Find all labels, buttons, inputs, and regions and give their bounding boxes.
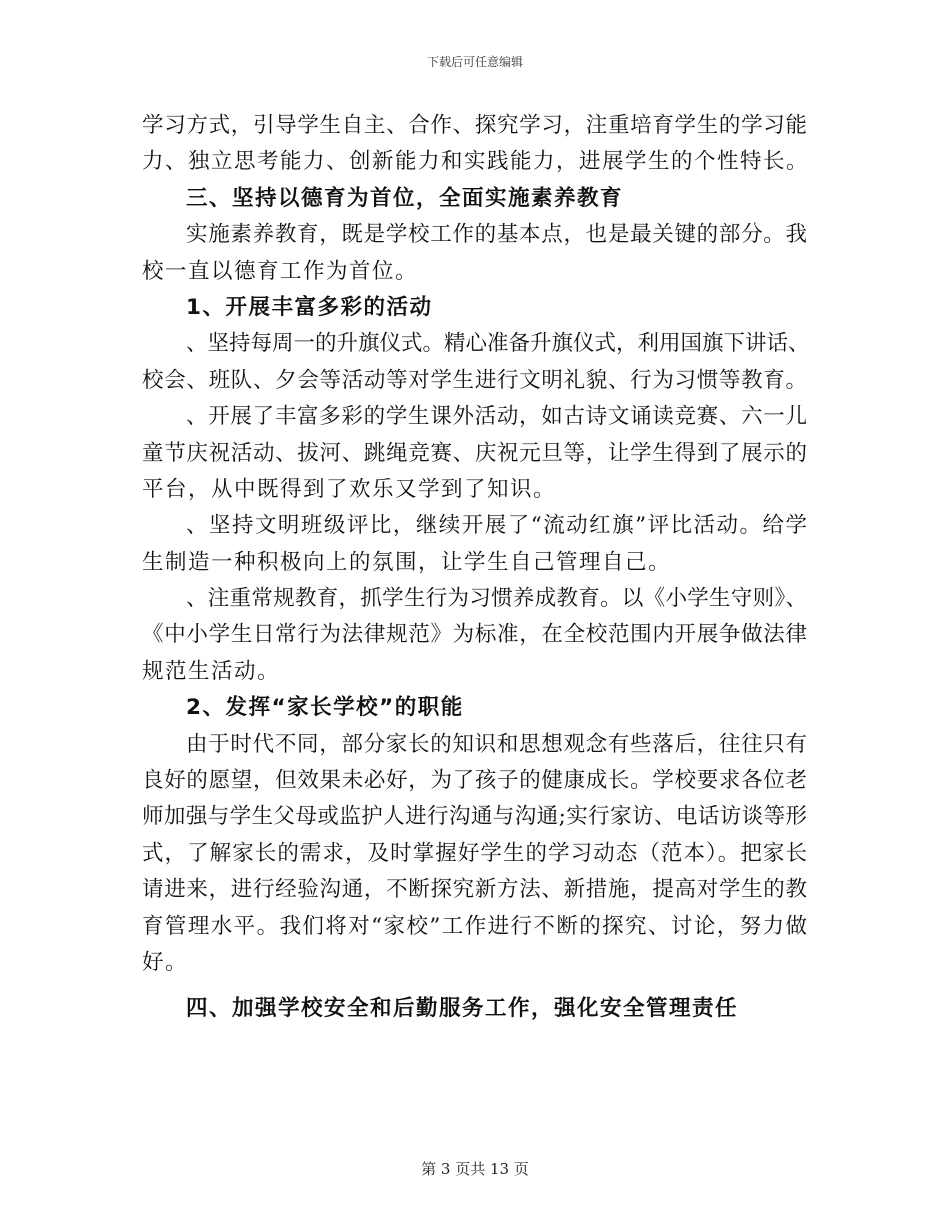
body-line: 好。	[142, 949, 189, 975]
body-line: 规范生活动。	[142, 658, 281, 684]
body-line: 校一直以德育工作为首位。	[142, 258, 419, 284]
body-line: 、开展了丰富多彩的学生课外活动，如古诗文诵读竞赛、六一儿	[186, 404, 807, 430]
body-line: 《中小学生日常行为法律规范》为标准，在全校范围内开展争做法律	[142, 622, 807, 648]
body-line: 式，了解家长的需求，及时掌握好学生的学习动态（范本）。把家长	[142, 840, 807, 866]
body-line: 育管理水平。我们将对“家校”工作进行不断的探究、讨论，努力做	[142, 913, 807, 939]
body-line: 实施素养教育，既是学校工作的基本点，也是最关键的部分。我	[186, 222, 807, 248]
body-line: 、坚持每周一的升旗仪式。精心准备升旗仪式，利用国旗下讲话、	[186, 331, 810, 357]
page-header: 下载后可任意编辑	[426, 55, 523, 69]
body-line: 请进来，进行经验沟通，不断探究新方法、新措施，提高对学生的教	[142, 877, 807, 903]
body-line: 师加强与学生父母或监护人进行沟通与沟通;实行家访、电话访谈等形	[142, 804, 807, 830]
body-line: 、坚持文明班级评比，继续开展了“流动红旗”评比活动。给学	[186, 513, 807, 539]
paragraph-gap	[142, 981, 807, 991]
subsection-heading: 2、发挥“家长学校”的职能	[186, 695, 464, 721]
section-heading: 三、坚持以德育为首位，全面实施素养教育	[186, 185, 624, 211]
body-line: 力、独立思考能力、创新能力和实践能力，进展学生的个性特长。	[142, 149, 810, 175]
body-line: 、注重常规教育，抓学生行为习惯养成教育。以《小学生守则》、	[186, 586, 807, 612]
page-footer: 第 3 页共 13 页	[421, 1160, 529, 1178]
body-line: 学习方式，引导学生自主、合作、探究学习，注重培育学生的学习能	[142, 113, 807, 138]
body-line: 平台，从中既得到了欢乐又学到了知识。	[142, 476, 557, 502]
body-line: 生制造一种积极向上的氛围，让学生自己管理自己。	[142, 549, 672, 575]
body-line: 良好的愿望，但效果未必好，为了孩子的健康成长。学校要求各位老	[142, 768, 807, 794]
section-heading: 四、加强学校安全和后勤服务工作，强化安全管理责任	[186, 996, 739, 1022]
body-line: 由于时代不同，部分家长的知识和思想观念有些落后，往往只有	[186, 731, 807, 757]
subsection-heading: 1、开展丰富多彩的活动	[186, 294, 433, 320]
body-line: 校会、班队、夕会等活动等对学生进行文明礼貌、行为习惯等教育。	[142, 367, 807, 393]
document-body	[142, 108, 810, 1028]
body-line: 童节庆祝活动、拔河、跳绳竞赛、庆祝元旦等，让学生得到了展示的	[142, 440, 807, 466]
